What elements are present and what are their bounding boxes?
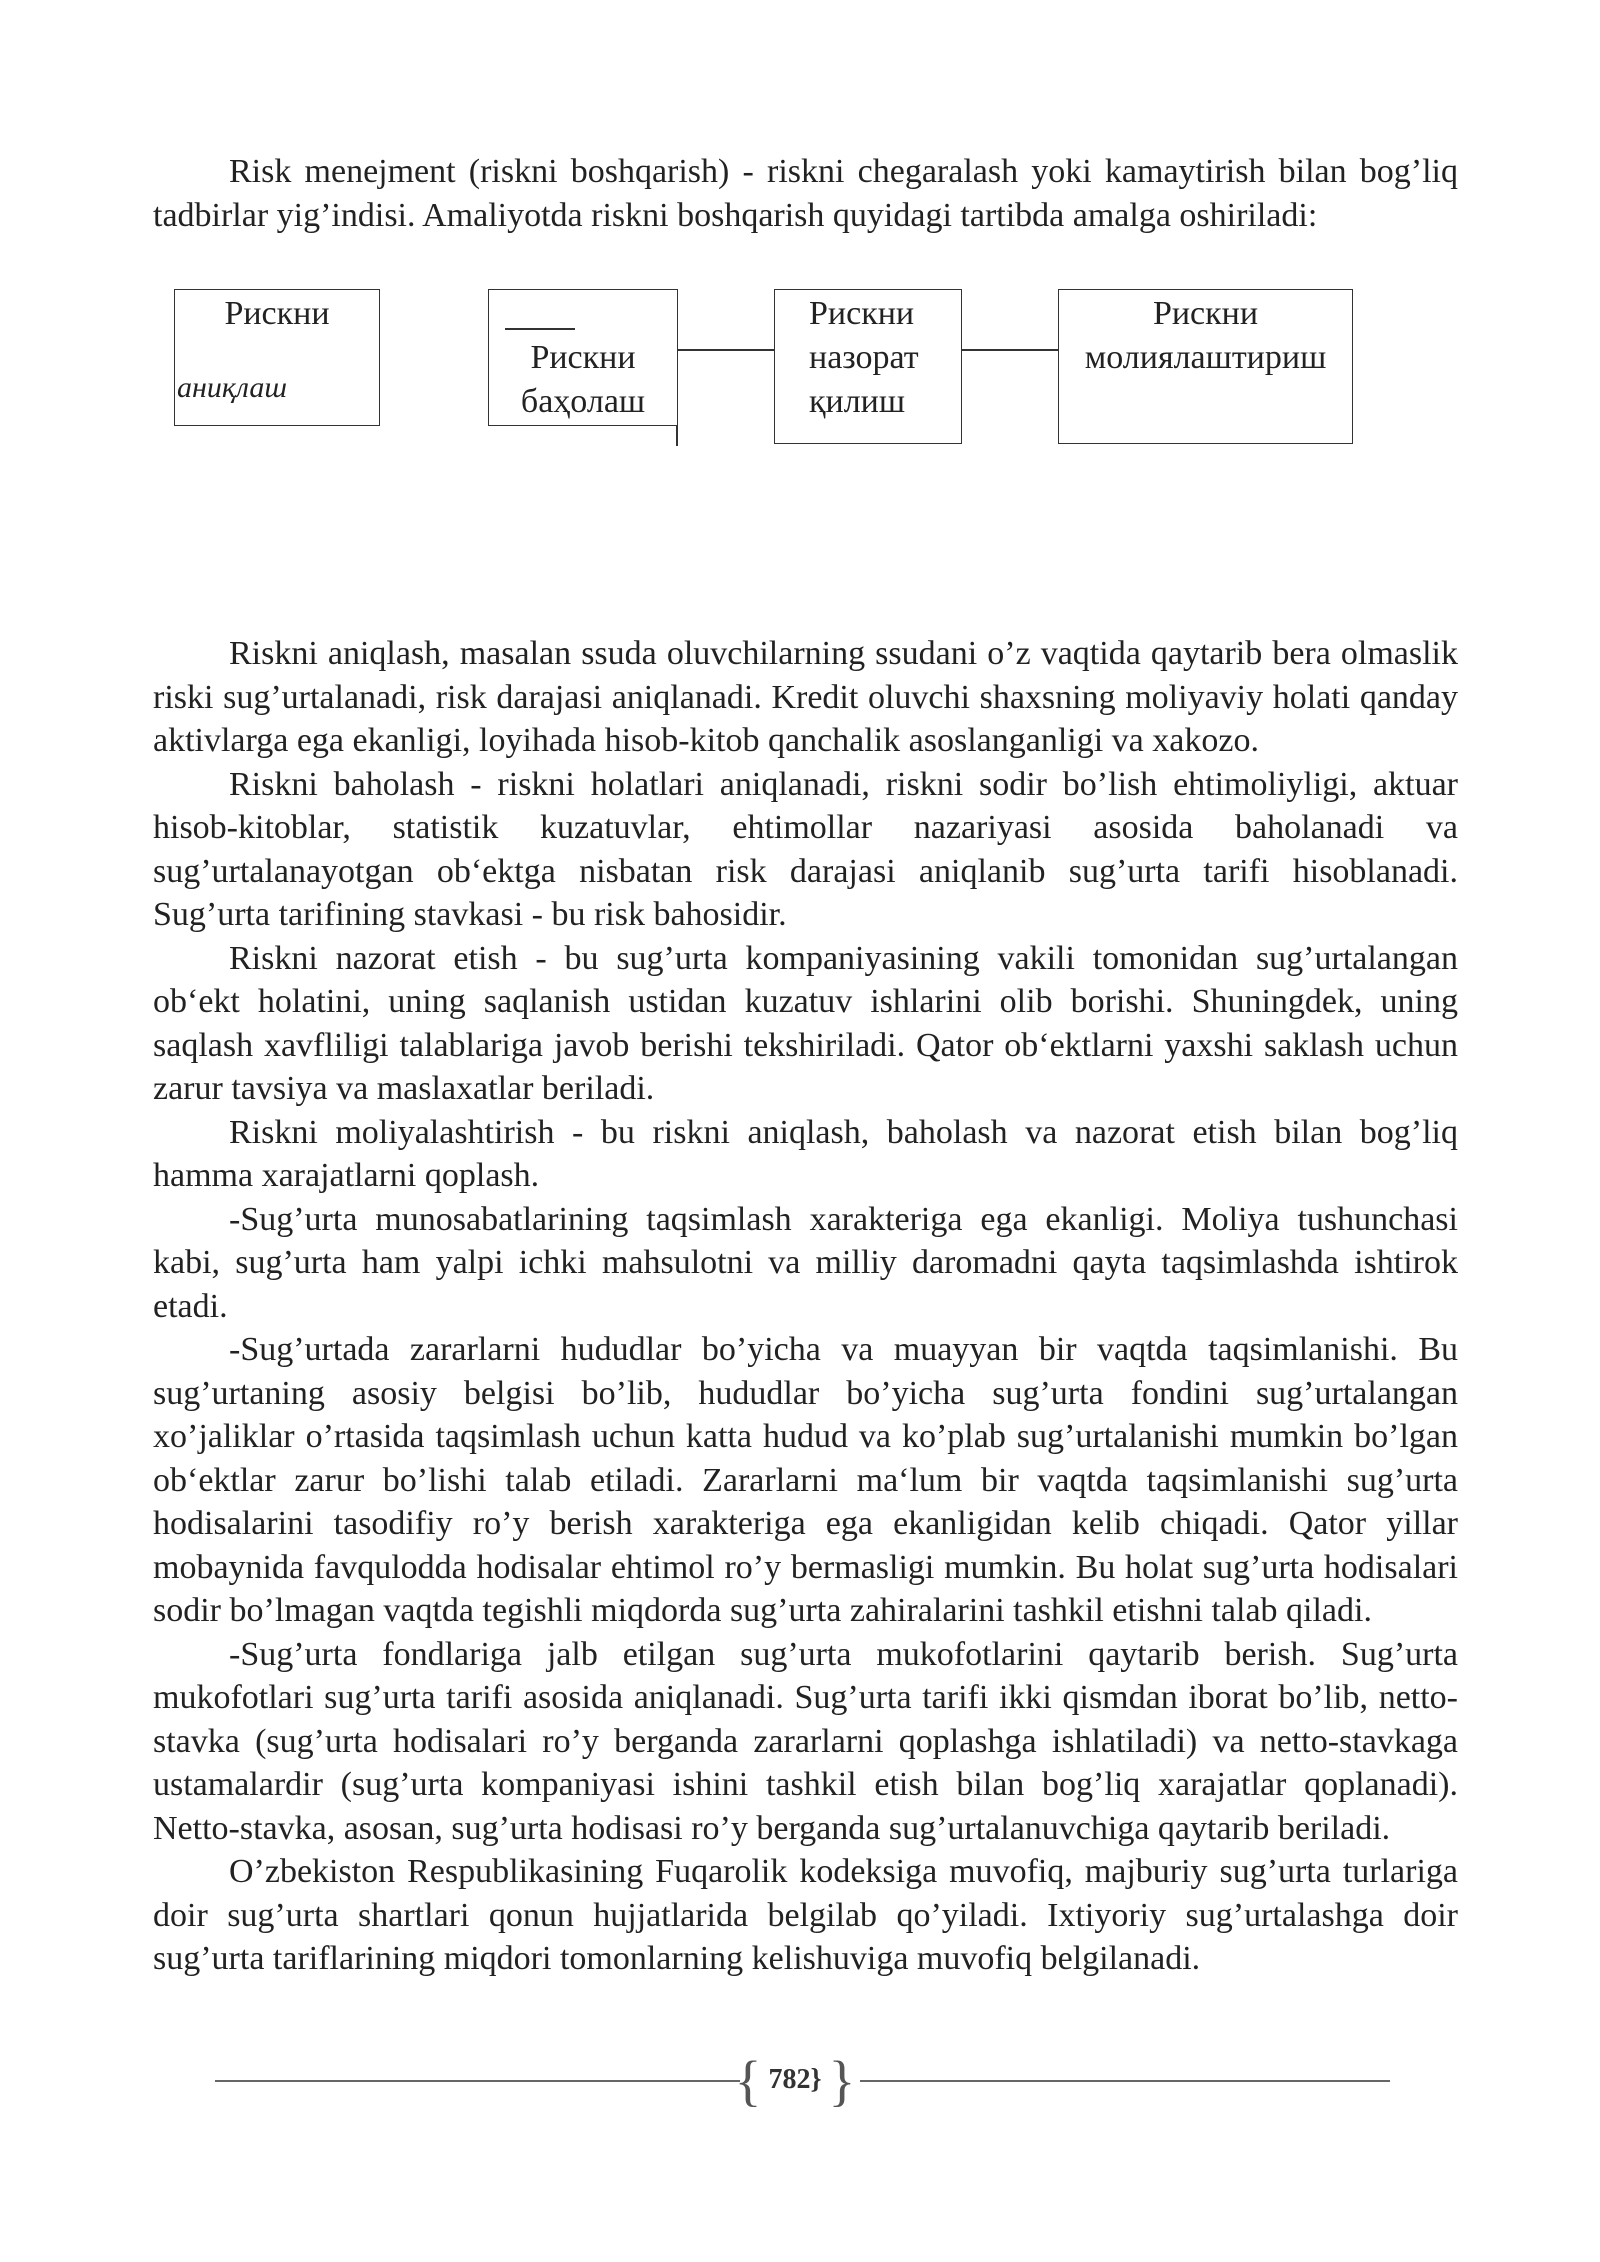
page-footer [0,2040,1600,2120]
page-content [153,150,1458,1981]
paragraph-7: -Sug’urta fondlariga jalb etilgan sug’urta mukofotlarini qaytarib berish. Sug’urta mukofotlari sug’urta tarifi asosida aniqlanadi. Sug’urta tarifi ikki qismdan iborat bo’lib, netto-stavka (sug’urta hodisalari ro’y berganda zararlarni qoplashga ishlatiladi) va netto-stavkaga ustamalardir (sug’urta kompaniyasi ishini tashkil etish bilan bog’liq xarajatlar qoplanadi). Netto-stavka, asosan, sug’urta hodisasi ro’y berganda sug’urtalanuvchiga qaytarib beriladi. [153,1635,1458,1847]
connector-2-3 [678,349,774,351]
box2-title: Рискни [530,339,636,376]
page-number-text: 782} [768,2064,822,2095]
box2-subtitle: баҳолаш [520,383,646,420]
paragraph-8: O’zbekiston Respublikasining Fuqarolik kodeksiga muvofiq, majburiy sug’urta turlariga doir sug’urta shartlari qonun hujjatlarida belgilab qo’yiladi. Ixtiyoriy sug’urtalashga doir sug’urta tariflarining miqdori tomonlarning kelishuviga muvofiq belgilanadi. [153,1853,1458,1977]
connector-3-4 [962,349,1058,351]
box3-line1: Рискни [809,295,915,332]
box-risk-financing [1058,289,1353,444]
box-risk-assessment [488,289,678,426]
box3-line2: назорат [809,339,919,376]
box-risk-control [774,289,962,444]
paragraph-1: Riskni aniqlash, masalan ssuda oluvchilarning ssudani o’z vaqtida qaytarib bera olmaslik riski sug’urtalanadi, risk darajasi aniqlanadi. Kredit oluvchi shaxsning moliyaviy holati qanday aktivlarga ega ekanligi, loyihada hisob-kitob qanchalik asoslanganligi va xakozo. [153,635,1458,759]
intro-paragraph: Risk menejment (riskni boshqarish) - riskni chegaralash yoki kamaytirish bilan bog’liq tadbirlar yig’indisi. Amaliyotda riskni boshqarish quyidagi tartibda amalga oshiriladi: [153,153,1458,234]
footer-rule-right [860,2080,1390,2082]
box4-title: Рискни [1152,295,1259,332]
box2-underline [505,328,575,330]
connector-vertical [676,426,678,446]
paragraph-5: -Sug’urta munosabatlarining taqsimlash xarakteriga ega ekanligi. Moliya tushunchasi kabi, sug’urta ham yalpi ichki mahsulotni va milliy daromadni qayta taqsimlashda ishtirok etadi. [153,1200,1458,1325]
left-brace-glyph: { [734,2050,762,2113]
paragraph-3: Riskni nazorat etish - bu sug’urta kompaniyasining vakili tomonidan sug’urtalangan ob‘ekt holatini, uning saqlanish ustidan kuzatuv ishlarini olib borishi. Shuningdek, uning saqlash xavfliligi talablariga javob berishi tekshiriladi. Qator ob‘ektlarni yaxshi saklash uchun zarur tavsiya va maslaxatlar beriladi. [153,939,1458,1107]
box4-subtitle: молиялаштириш [1084,339,1327,376]
paragraph-4: Riskni moliyalashtirish - bu riskni aniqlash, baholash va nazorat etish bilan bog’liq hamma xarajatlarni qoplash. [153,1113,1458,1194]
box-risk-identification [174,289,380,426]
paragraph-6: -Sug’urtada zararlarni hududlar bo’yicha va muayyan bir vaqtda taqsimlanishi. Bu sug’urtaning asosiy belgisi bo’lib, hududlar bo’yicha sug’urta fondini sug’urtalangan xo’jaliklar o’rtasida taqsimlash uchun katta hudud va ko’plab sug’urtalanishi mumkin bo’lgan ob‘ektlar zarur bo’lishi talab etiladi. Zararlarni ma‘lum bir vaqtda taqsimlanishi sug’urta hodisalarini tasodifiy ro’y berish xarakteriga ega ekanligidan kelib chiqadi. Qator yillar mobaynida favqulodda hodisalar ehtimol ro’y bermasligi mumkin. Bu holat sug’urta hodisalari sodir bo’lmagan vaqtda tegishli miqdorda sug’urta zahiralarini tashkil etishni talab qiladi. [153,1331,1458,1629]
risk-management-diagram [153,237,1458,632]
box1-title: Рискни [224,295,330,332]
box1-subtitle: аниқлаш [177,371,288,404]
footer-rule-left [215,2080,740,2082]
paragraph-2: Riskni baholash - riskni holatlari aniqlanadi, riskni sodir bo’lish ehtimoliyligi, aktuar hisob-kitoblar, statistik kuzatuvlar, ehtimollar nazariyasi asosida baholanadi va sug’urtalanayotgan ob‘ektga nisbatan risk darajasi aniqlanib sug’urta tarifi hisoblanadi. Sug’urta tarifining stavkasi - bu risk bahosidir. [153,765,1458,933]
right-brace-glyph: } [828,2050,856,2113]
box3-line3: қилиш [809,383,906,420]
page-number [725,2050,865,2113]
